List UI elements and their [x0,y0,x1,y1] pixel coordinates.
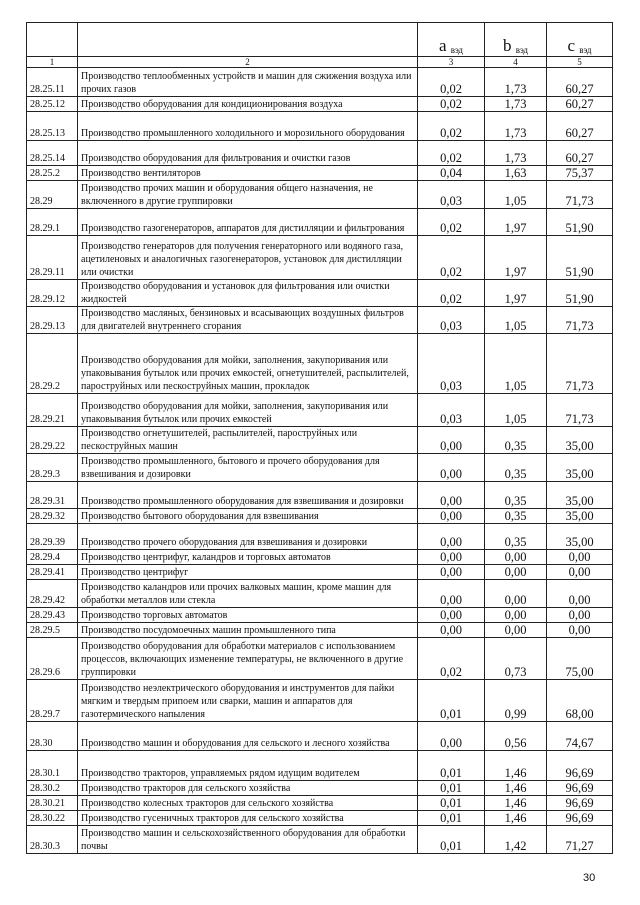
row-value-a: 0,03 [418,307,485,334]
row-value-a: 0,00 [418,427,485,454]
row-code: 28.30.1 [27,751,78,781]
row-code: 28.25.12 [27,97,78,112]
row-value-c: 74,67 [547,722,613,751]
table-row [27,482,613,509]
table-row [27,608,613,623]
row-value-c: 0,00 [547,550,613,565]
row-value-c: 0,00 [547,580,613,608]
row-name: Производство промышленного, бытового и прочего оборудования для взвешивания и дозировки [78,454,418,482]
row-code: 28.29.21 [27,394,78,427]
row-code: 28.25.14 [27,141,78,166]
row-value-b: 1,05 [485,334,547,394]
row-value-b: 0,35 [485,482,547,509]
row-name: Производство центрифуг [78,565,418,580]
row-value-a: 0,00 [418,509,485,524]
row-value-c: 71,73 [547,394,613,427]
row-value-c: 35,00 [547,482,613,509]
row-value-b: 0,35 [485,524,547,550]
column-number: 4 [485,57,547,68]
row-value-b: 1,97 [485,209,547,236]
table-row [27,781,613,796]
column-number-row [27,57,613,68]
header-a: a вэд [418,23,485,57]
header-b: b вэд [485,23,547,57]
header-empty-code [27,23,78,57]
table-row [27,811,613,826]
table-row [27,307,613,334]
row-name: Производство тракторов, управляемых рядом идущим водителем [78,751,418,781]
row-code: 28.29.39 [27,524,78,550]
row-value-b: 1,73 [485,97,547,112]
row-value-c: 71,73 [547,334,613,394]
row-value-c: 96,69 [547,751,613,781]
table-row [27,623,613,638]
table-row [27,680,613,722]
row-value-c: 0,00 [547,623,613,638]
row-code: 28.29.1 [27,209,78,236]
row-value-a: 0,01 [418,680,485,722]
column-number: 2 [78,57,418,68]
row-code: 28.25.11 [27,68,78,97]
row-value-b: 0,00 [485,608,547,623]
table-row [27,280,613,307]
row-name: Производство бытового оборудования для взвешивания [78,509,418,524]
table-row [27,68,613,97]
table-row [27,394,613,427]
row-value-b: 0,56 [485,722,547,751]
table-row [27,97,613,112]
row-value-c: 0,00 [547,608,613,623]
row-value-c: 71,73 [547,181,613,209]
row-value-c: 71,27 [547,826,613,854]
header-empty-name [78,23,418,57]
row-code: 28.30.22 [27,811,78,826]
row-value-a: 0,00 [418,608,485,623]
row-name: Производство промышленного холодильного и морозильного оборудования [78,112,418,141]
table-row [27,454,613,482]
row-value-a: 0,00 [418,623,485,638]
row-value-b: 0,73 [485,638,547,680]
row-value-a: 0,00 [418,565,485,580]
table-row [27,550,613,565]
row-code: 28.29.7 [27,680,78,722]
row-name: Производство оборудования для кондиционирования воздуха [78,97,418,112]
row-value-a: 0,01 [418,796,485,811]
row-value-b: 1,46 [485,796,547,811]
row-name: Производство оборудования для мойки, заполнения, закупоривания или упаковывания бутылок или прочих емкостей, огнетушителей, распылителей, пароструйных или пескоструйных машин, прокладок [78,334,418,394]
table-row [27,524,613,550]
table-row [27,141,613,166]
row-value-c: 51,90 [547,209,613,236]
row-value-c: 68,00 [547,680,613,722]
row-value-a: 0,02 [418,209,485,236]
row-value-a: 0,00 [418,722,485,751]
row-code: 28.29.6 [27,638,78,680]
row-value-c: 35,00 [547,524,613,550]
row-value-b: 0,00 [485,580,547,608]
table-row [27,236,613,280]
row-name: Производство масляных, бензиновых и всасывающих воздушных фильтров для двигателей внутреннего сгорания [78,307,418,334]
row-name: Производство каландров или прочих валковых машин, кроме машин для обработки металлов или стекла [78,580,418,608]
row-value-a: 0,02 [418,97,485,112]
row-value-b: 1,63 [485,166,547,181]
row-value-a: 0,01 [418,781,485,796]
row-value-a: 0,01 [418,811,485,826]
row-name: Производство тракторов для сельского хозяйства [78,781,418,796]
row-code: 28.29.41 [27,565,78,580]
row-value-b: 1,46 [485,751,547,781]
table-row [27,427,613,454]
table-row [27,722,613,751]
table-row [27,181,613,209]
row-value-c: 60,27 [547,68,613,97]
row-value-c: 96,69 [547,781,613,796]
row-value-a: 0,02 [418,112,485,141]
row-value-b: 1,05 [485,181,547,209]
row-value-b: 1,05 [485,307,547,334]
table-row [27,166,613,181]
table-row [27,209,613,236]
row-name: Производство колесных тракторов для сельского хозяйства [78,796,418,811]
row-value-b: 0,35 [485,454,547,482]
row-code: 28.29.3 [27,454,78,482]
row-code: 28.29.13 [27,307,78,334]
row-value-a: 0,02 [418,638,485,680]
row-value-c: 60,27 [547,112,613,141]
row-value-a: 0,02 [418,236,485,280]
row-code: 28.29.11 [27,236,78,280]
row-value-b: 1,46 [485,781,547,796]
row-name: Производство вентиляторов [78,166,418,181]
row-name: Производство оборудования и установок для фильтрования или очистки жидкостей [78,280,418,307]
row-name: Производство торговых автоматов [78,608,418,623]
coefficients-table [26,22,613,854]
row-name: Производство оборудования для обработки материалов с использованием процессов, включающих изменение температуры, не включенного в другие группировки [78,638,418,680]
row-value-a: 0,00 [418,482,485,509]
row-code: 28.29.32 [27,509,78,524]
row-code: 28.29.43 [27,608,78,623]
row-code: 28.30.21 [27,796,78,811]
row-value-c: 75,00 [547,638,613,680]
row-value-c: 71,73 [547,307,613,334]
table-row [27,509,613,524]
row-name: Производство прочих машин и оборудования общего назначения, не включенного в другие группировки [78,181,418,209]
table-row [27,112,613,141]
row-code: 28.29 [27,181,78,209]
row-code: 28.30.3 [27,826,78,854]
row-value-a: 0,00 [418,524,485,550]
row-value-b: 0,00 [485,623,547,638]
row-name: Производство теплообменных устройств и машин для сжижения воздуха или прочих газов [78,68,418,97]
page-number: 30 [583,872,596,884]
row-value-c: 60,27 [547,141,613,166]
row-code: 28.30.2 [27,781,78,796]
table-row [27,334,613,394]
table-row [27,826,613,854]
row-value-c: 96,69 [547,811,613,826]
row-value-c: 0,00 [547,565,613,580]
row-value-c: 51,90 [547,236,613,280]
row-value-b: 1,73 [485,141,547,166]
row-value-b: 0,35 [485,509,547,524]
row-name: Производство промышленного оборудования для взвешивания и дозировки [78,482,418,509]
row-name: Производство оборудования для фильтрования и очистки газов [78,141,418,166]
table-row [27,580,613,608]
row-name: Производство генераторов для получения генераторного или водяного газа, ацетиленовых и аналогичных газогенераторов, установок для дистилляции или очистки [78,236,418,280]
row-name: Производство посудомоечных машин промышленного типа [78,623,418,638]
header-row [27,23,613,57]
row-value-b: 1,05 [485,394,547,427]
row-value-c: 60,27 [547,97,613,112]
table-row [27,638,613,680]
row-value-b: 1,73 [485,112,547,141]
row-code: 28.25.13 [27,112,78,141]
row-value-a: 0,01 [418,751,485,781]
column-number: 3 [418,57,485,68]
row-value-b: 0,35 [485,427,547,454]
row-code: 28.30 [27,722,78,751]
row-name: Производство машин и сельскохозяйственного оборудования для обработки почвы [78,826,418,854]
row-value-b: 1,73 [485,68,547,97]
row-value-b: 0,00 [485,550,547,565]
row-value-a: 0,03 [418,334,485,394]
row-code: 28.29.5 [27,623,78,638]
column-number: 5 [547,57,613,68]
row-name: Производство гусеничных тракторов для сельского хозяйства [78,811,418,826]
row-code: 28.29.4 [27,550,78,565]
table-row [27,796,613,811]
row-value-b: 1,97 [485,236,547,280]
row-value-c: 96,69 [547,796,613,811]
row-value-c: 35,00 [547,454,613,482]
row-name: Производство машин и оборудования для сельского и лесного хозяйства [78,722,418,751]
row-value-c: 75,37 [547,166,613,181]
row-value-c: 35,00 [547,427,613,454]
table-row [27,565,613,580]
column-number: 1 [27,57,78,68]
row-name: Производство огнетушителей, распылителей, пароструйных или пескоструйных машин [78,427,418,454]
row-value-b: 0,99 [485,680,547,722]
row-name: Производство неэлектрического оборудования и инструментов для пайки мягким и твердым припоем или сварки, машин и аппаратов для газотермического напыления [78,680,418,722]
row-value-a: 0,03 [418,394,485,427]
row-name: Производство газогенераторов, аппаратов для дистилляции и фильтрования [78,209,418,236]
header-c: c вэд [547,23,613,57]
row-code: 28.29.12 [27,280,78,307]
row-value-b: 1,46 [485,811,547,826]
row-value-b: 1,97 [485,280,547,307]
row-value-a: 0,02 [418,141,485,166]
row-value-a: 0,02 [418,68,485,97]
row-value-a: 0,04 [418,166,485,181]
row-value-b: 0,00 [485,565,547,580]
row-value-a: 0,00 [418,550,485,565]
row-value-a: 0,00 [418,580,485,608]
row-value-c: 51,90 [547,280,613,307]
row-value-a: 0,03 [418,181,485,209]
row-value-a: 0,01 [418,826,485,854]
table-row [27,751,613,781]
row-name: Производство прочего оборудования для взвешивания и дозировки [78,524,418,550]
row-value-c: 35,00 [547,509,613,524]
row-name: Производство центрифуг, каландров и торговых автоматов [78,550,418,565]
row-code: 28.25.2 [27,166,78,181]
row-value-a: 0,00 [418,454,485,482]
row-code: 28.29.22 [27,427,78,454]
row-code: 28.29.31 [27,482,78,509]
row-code: 28.29.42 [27,580,78,608]
row-value-b: 1,42 [485,826,547,854]
row-name: Производство оборудования для мойки, заполнения, закупоривания или упаковывания бутылок или прочих емкостей [78,394,418,427]
row-value-a: 0,02 [418,280,485,307]
row-code: 28.29.2 [27,334,78,394]
